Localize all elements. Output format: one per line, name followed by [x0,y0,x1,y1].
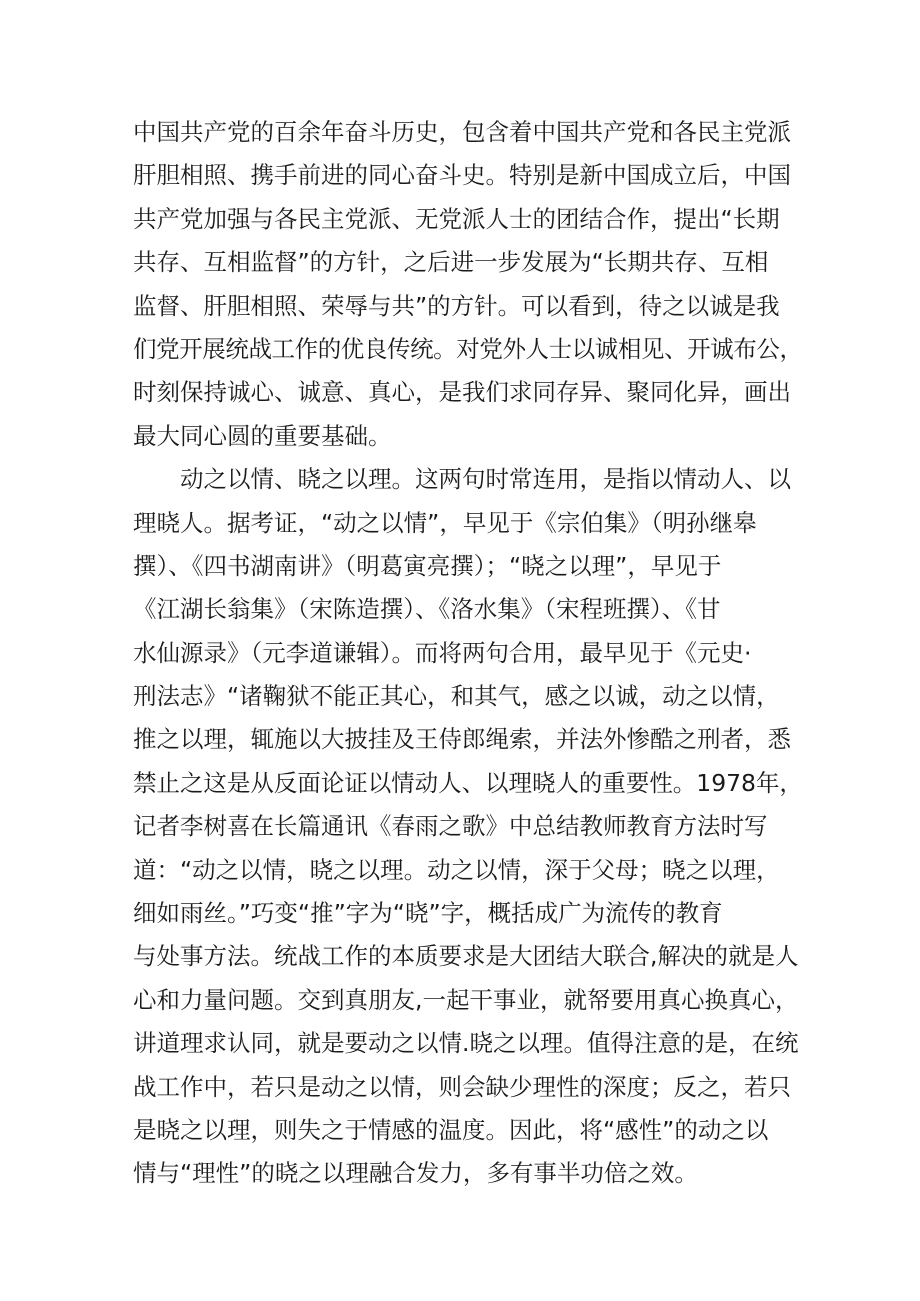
text-line: 共产党加强与各民主党派、无党派人士的团结合作，提出“长期 [133,204,780,233]
text-line: 中国共产党的百余年奋斗历史，包含着中国共产党和各民主党派 [133,118,791,146]
text-line: 情与“理性”的晓之以理融合发力，多有事半功倍之效。 [133,1159,698,1188]
text-line: 是晓之以理，则失之于情感的温度。因此，将“感性”的动之以 [133,1115,769,1144]
text-line: 心和力量问题。交到真朋友,一起干事业，就帑要用真心换真心， [133,985,799,1014]
text-line: 《江湖长翁集》（宋陈造撰）、《洛水集》（宋程班撰）、《甘 [133,595,721,624]
text-line: 禁止之这是从反面论证以情动人、以理晓人的重要性。1978年， [133,768,803,797]
paragraph-2 [133,458,803,1196]
text-line: 们党开展统战工作的优良传统。对党外人士以诚相见、开诚布公， [133,334,803,363]
text-line: 道：“动之以情，晓之以理。动之以情，深于父母；晓之以理， [133,855,780,884]
text-line: 细如雨丝。”巧变“推”字为“晓”字，概括成广为流传的教育 [133,899,723,928]
body-text [133,111,803,1196]
text-line: 最大同心圆的重要基础。 [133,421,392,450]
text-line: 水仙源录》（元李道谦辑）。而将两句合用，最早见于《元史· [133,638,752,667]
text-line: 推之以理，辄施以大披挂及王侍郎绳索，并法外惨酷之刑者，悉 [133,725,791,754]
text-line: 理晓人。据考证，“动之以情”，早见于《宗伯集》（明孙继皋 [133,508,757,537]
text-line: 记者李树喜在长篇通讯《春雨之歌》中总结教师教育方法时写 [133,812,768,841]
text-line: 战工作中，若只是动之以情，则会缺少理性的深度；反之，若只 [133,1072,791,1101]
text-line: 监督、肝胆相照、荣辱与共”的方针。可以看到，待之以诚是我 [133,291,780,320]
text-line: 撰）、《四书湖南讲》（明葛寅亮撰）；“晓之以理”，早见于 [133,551,722,580]
text-line: 肝胆相照、携手前进的同心奋斗史。特别是新中国成立后，中国 [133,161,791,190]
text-line: 共存、互相监督”的方针，之后进一步发展为“长期共存、互相 [133,248,769,277]
text-line: 时刻保持诚心、诚意、真心，是我们求同存异、聚同化异，画出 [133,378,791,407]
text-line: 讲道理求认同，就是要动之以情.晓之以理。值得注意的是，在统 [133,1029,799,1058]
text-line: 刑法志》“诸鞠狱不能正其心，和其气，感之以诚，动之以情， [133,682,780,711]
text-line: 动之以情、晓之以理。这两句时常连用，是指以情动人、以 [180,465,791,494]
paragraph-1 [133,111,803,458]
text-line: 与处事方法。统战工作的本质要求是大团结大联合,解决的就是人 [133,942,799,971]
